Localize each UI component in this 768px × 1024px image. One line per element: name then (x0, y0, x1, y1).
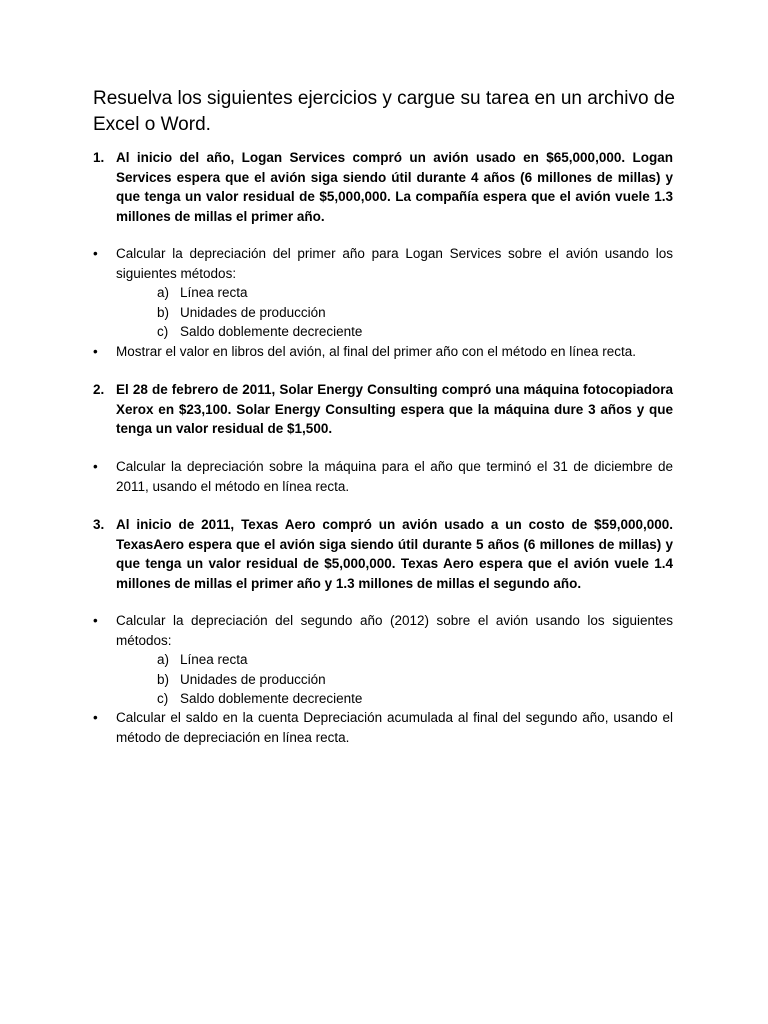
bullet-text: Calcular la depreciación del primer año para Logan Services sobre el avión usando los siguientes métodos: (116, 246, 673, 281)
exercise-number: 1. (93, 150, 105, 165)
intro-paragraph: Resuelva los siguientes ejercicios y cargue su tarea en un archivo de Excel o Word. (93, 88, 675, 135)
bullet-item (93, 244, 673, 283)
bullet-item (93, 611, 673, 650)
bullet-icon: • (93, 613, 98, 628)
sublist-item: a) Línea recta (157, 285, 248, 300)
bullet-text: Calcular la depreciación del segundo año (2012) sobre el avión usando los siguientes métodos: (116, 613, 673, 648)
sublist-item: a) Línea recta (157, 652, 248, 667)
sublist-item: b) Unidades de producción (157, 304, 326, 320)
bullet-icon: • (93, 344, 98, 359)
sublist-item: c) Saldo doblemente decreciente (157, 324, 363, 339)
exercise-2 (93, 380, 673, 439)
exercise-1 (93, 148, 673, 226)
bullet-item (93, 457, 673, 496)
bullet-icon: • (93, 710, 98, 725)
exercise-number: 3. (93, 517, 105, 532)
exercise-text: El 28 de febrero de 2011, Solar Energy Consulting compró una máquina fotocopiadora Xerox en $23,100. Solar Energy Consulting espera que la máquina dure 3 años y que tenga un valor residual de $1,500. (116, 382, 673, 436)
bullet-icon: • (93, 246, 98, 261)
exercise-number: 2. (93, 382, 105, 397)
sublist-item: c) Saldo doblemente decreciente (157, 691, 363, 706)
sublist-item: b) Unidades de producción (157, 671, 326, 687)
exercise-3 (93, 515, 673, 593)
method-sublist (157, 650, 657, 709)
bullet-text: Calcular el saldo en la cuenta Depreciación acumulada al final del segundo año, usando el método de depreciación en línea recta. (116, 710, 673, 745)
method-sublist (157, 283, 657, 342)
bullet-item (93, 342, 673, 362)
bullet-icon: • (93, 459, 98, 474)
bullet-item (93, 708, 673, 747)
exercise-text: Al inicio de 2011, Texas Aero compró un avión usado a un costo de $59,000,000. TexasAero espera que el avión siga siendo útil durante 5 años (6 millones de millas) y que tenga un valor residual de $5,000,000. Texas Aero espera que el avión vuele 1.4 millones de millas el primer año y 1.3 millones de millas el segundo año. (116, 517, 673, 591)
bullet-text: Mostrar el valor en libros del avión, al final del primer año con el método en línea recta. (116, 344, 637, 359)
exercise-text: Al inicio del año, Logan Services compró un avión usado en $65,000,000. Logan Services espera que el avión siga siendo útil durante 4 años (6 millones de millas) y que tenga un valor residual de $5,000,000. La compañía espera que el avión vuele 1.3 millones de millas el primer año. (116, 150, 673, 224)
bullet-text: Calcular la depreciación sobre la máquina para el año que terminó el 31 de diciembre de 2011, usando el método en línea recta. (116, 459, 673, 494)
